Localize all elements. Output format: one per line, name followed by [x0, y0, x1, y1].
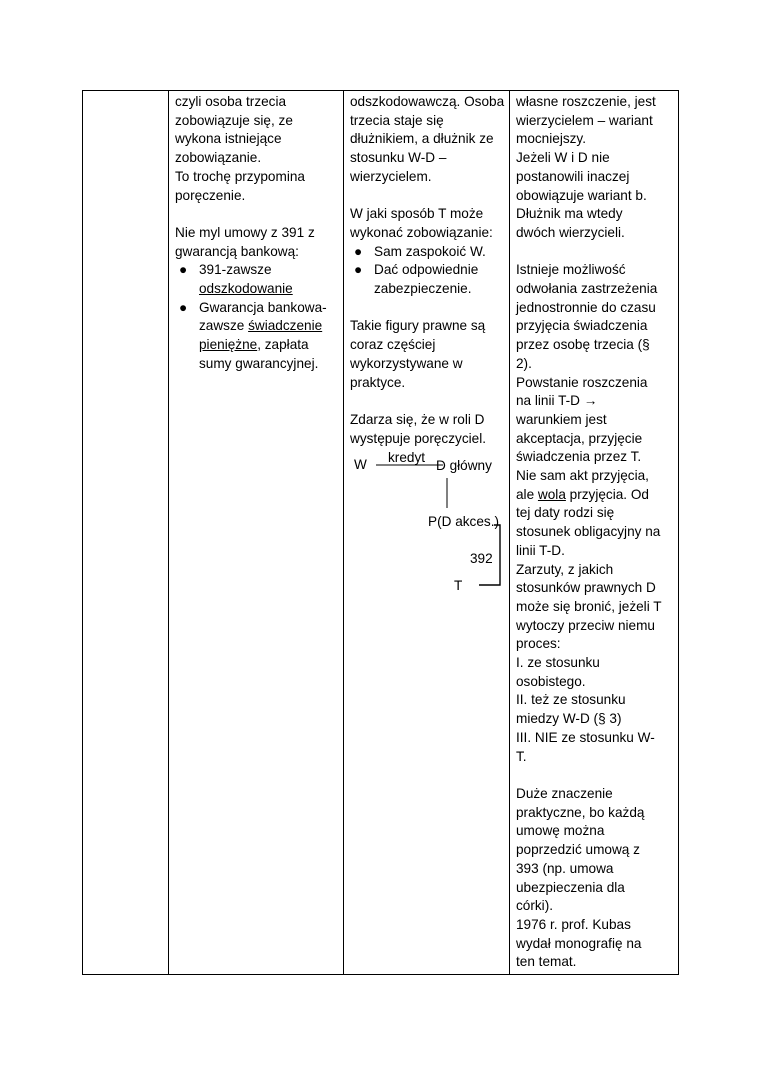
text-line: czyli osoba trzecia — [175, 94, 287, 109]
label-392: 392 — [470, 551, 493, 567]
label-t: T — [454, 578, 463, 594]
bullet-list — [350, 243, 503, 299]
text-line: gwarancją bankową: — [175, 243, 299, 259]
table-row — [83, 91, 679, 975]
bullet-list — [175, 261, 337, 373]
label-p-akces: P(D akces.) — [428, 514, 500, 530]
label-w: W — [354, 457, 367, 473]
bullet-icon: ● — [179, 262, 188, 278]
list-item: ● Gwarancja bankowa- zawsze świadczenie pieniężne, zapłata sumy gwarancyjnej. — [179, 299, 327, 371]
list-item: ● Dać odpowiednie zabezpieczenie. — [354, 262, 479, 297]
label-kredyt: kredyt — [388, 450, 426, 466]
text-line: zobowiązuje się, ze — [175, 112, 293, 128]
cell-third-party-notes: odszkodowawczą. Osoba trzecia staje się dłużnikiem, a dłużnik ze stosunku W-D – wierzycielem. W jaki sposób T może wykonać zobowiązanie: ● Sam zaspokoić W. ● Dać odpowiednie zabezpieczenie. Takie figury prawne są coraz częściej wykorzystywane w praktyce. Zdarza się, że w roli D występuje poręczyciel. W kredyt D główny P(D akces.) 392 T — [344, 91, 510, 975]
bullet-icon: ● — [179, 299, 188, 315]
guarantee-diagram — [350, 450, 503, 604]
empty-cell — [83, 91, 169, 975]
text-line: wykona istniejące — [175, 131, 282, 147]
text-line: Nie myl umowy z 391 z — [175, 224, 315, 240]
notes-table — [82, 90, 679, 975]
bullet-icon: ● — [354, 262, 363, 278]
list-item: ● 391-zawsze odszkodowanie — [179, 262, 293, 297]
cell-guarantee-notes — [169, 91, 344, 975]
text-line: zobowiązanie. — [175, 150, 262, 166]
bullet-icon: ● — [354, 243, 363, 259]
cell-claim-notes: własne roszczenie, jest wierzycielem – wariant mocniejszy. Jeżeli W i D nie postanowili inaczej obowiązuje wariant b. Dłużnik ma wtedy dwóch wierzycieli. Istnieje możliwość odwołania zastrzeżenia jednostronnie do czasu przyjęcia świadczenia przez osobę trzecia (§ 2). Powstanie roszczenia na linii T-D → warunkiem jest akceptacja, przyjęcie świadczenia przez T. Nie sam akt przyjęcia, ale wola przyjęcia. Od tej daty rodzi się stosunek obligacyjny na linii T-D. Zarzuty, z jakich stosunków prawnych D może się bronić, jeżeli T wytoczy przeciw niemu proces: I. ze stosunku osobistego. II. też ze stosunku miedzy W-D (§ 3) III. NIE ze stosunku W- T. Duże znaczenie praktyczne, bo każdą umowę można poprzedzić umową z 393 (np. umowa ubezpieczenia dla córki). 1976 r. prof. Kubas wydał monografię na ten temat. — [510, 91, 679, 975]
list-item: ● Sam zaspokoić W. — [350, 243, 503, 262]
label-d-glowny: D główny — [436, 458, 492, 474]
text-line: To trochę przypomina — [175, 168, 305, 184]
text-line: poręczenie. — [175, 187, 246, 203]
